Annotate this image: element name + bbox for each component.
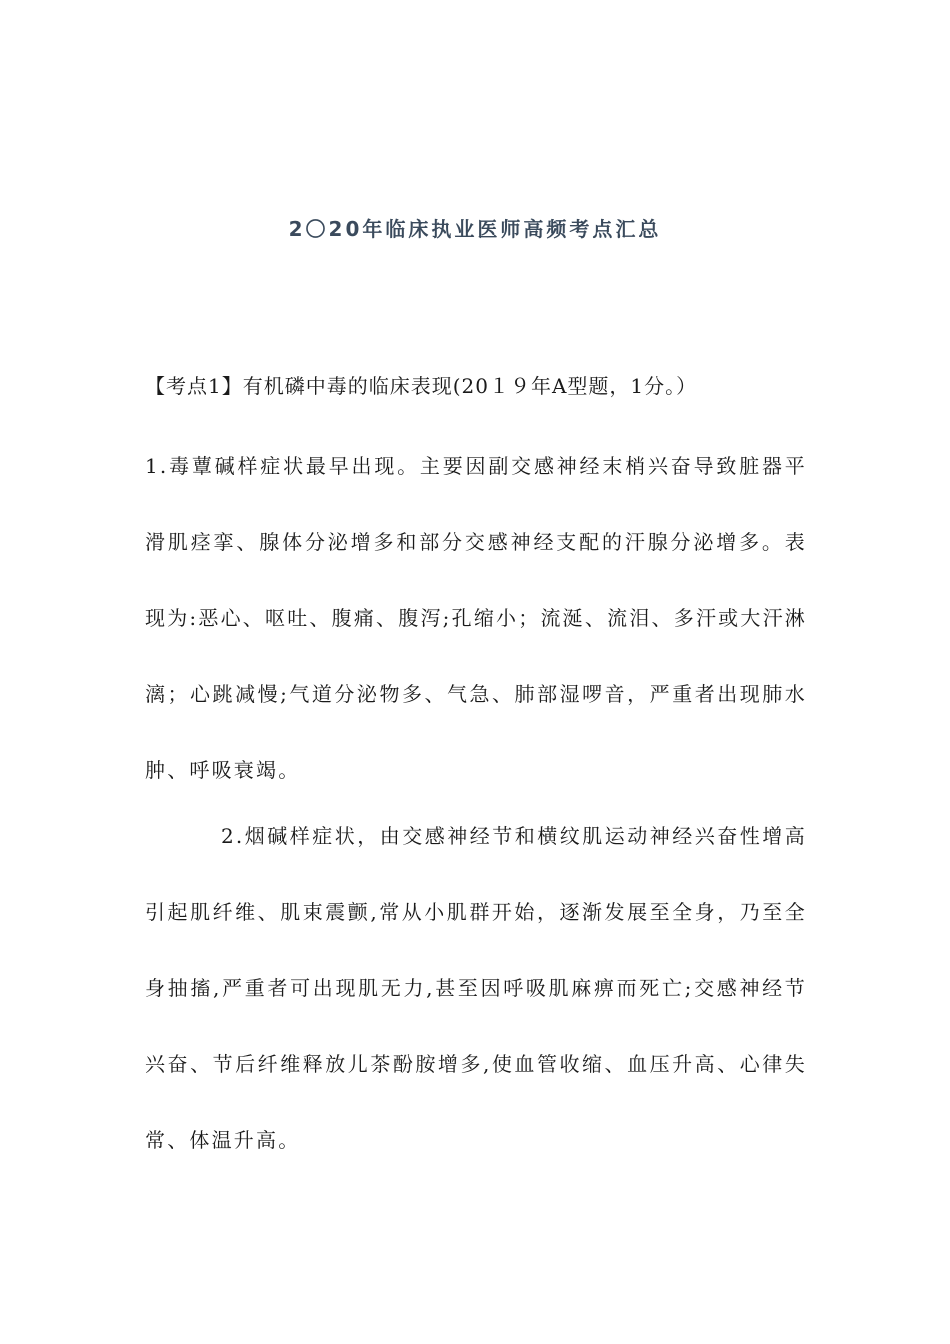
paragraph-2: 2.烟碱样症状，由交感神经节和横纹肌运动神经兴奋性增高引起肌纤维、肌束震颤,常从小肌群开始，逐渐发展至全身，乃至全身抽搐,严重者可出现肌无力,甚至因呼吸肌麻痹而死亡;交感神经节兴奋、节后纤维释放儿茶酚胺增多,使血管收缩、血压升高、心律失常、体温升高。: [145, 824, 807, 1152]
document-title: 2〇20年临床执业医师高频考点汇总: [288, 217, 662, 241]
paragraph-1: 1.毒蕈碱样症状最早出现。主要因副交感神经末梢兴奋导致脏器平滑肌痉挛、腺体分泌增多和部分交感神经支配的汗腺分泌增多。表现为:恶心、呕吐、腹痛、腹泻;孔缩小；流涎、流泪、多汗或大汗淋漓；心跳减慢;气道分泌物多、气急、肺部湿啰音，严重者出现肺水肿、呼吸衰竭。: [145, 454, 807, 782]
section-heading: 【考点1】有机磷中毒的临床表现(20１９年A型题，1分。）: [145, 374, 698, 398]
